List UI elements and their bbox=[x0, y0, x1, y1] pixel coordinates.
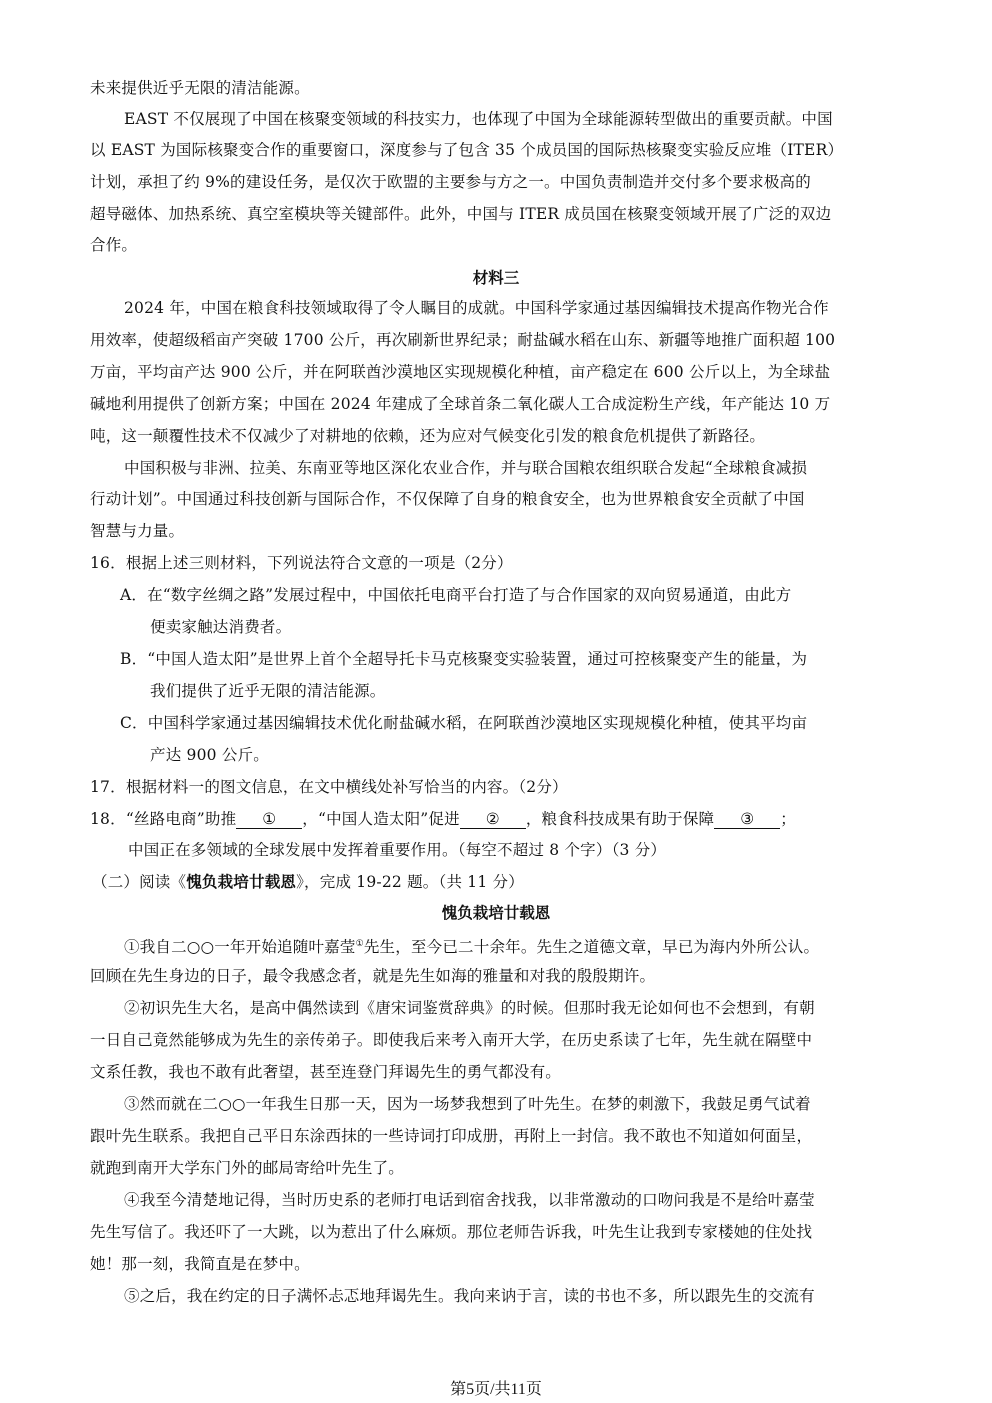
q18-text-2: ，“中国人造太阳”促进 bbox=[302, 810, 460, 828]
text-line: 以 EAST 为国际核聚变合作的重要窗口，深度参与了包含 35 个成员国的国际热核聚变实验反应堆（ITER） bbox=[90, 141, 844, 159]
option-b: B．“中国人造太阳”是世界上首个全超导托卡马克核聚变实验装置，通过可控核聚变产生的能量，为 bbox=[120, 650, 808, 668]
text-line: 计划，承担了约 9%的建设任务，是仅次于欧盟的主要参与方之一。中国负责制造并交付多个要求极高的 bbox=[90, 173, 811, 191]
blank-2[interactable]: ② bbox=[460, 810, 526, 829]
text-line: 跟叶先生联系。我把自己平日东涂西抹的一些诗词打印成册，再附上一封信。我不敢也不知道如何面呈， bbox=[90, 1127, 813, 1145]
text-line: 碱地利用提供了创新方案；中国在 2024 年建成了全球首条二氧化碳人工合成淀粉生产线，年产能达 10 万 bbox=[90, 395, 831, 413]
text-line: 智慧与力量。 bbox=[90, 522, 185, 540]
material3-title: 材料三 bbox=[472, 269, 520, 287]
page-number: 第5页/共11页 bbox=[450, 1381, 542, 1398]
blank-3[interactable]: ③ bbox=[714, 810, 780, 829]
text-line: 她！那一刻，我简直是在梦中。 bbox=[90, 1255, 310, 1273]
text-line: EAST 不仅展现了中国在核聚变领域的科技实力，也体现了中国为全球能源转型做出的重要贡献。中国 bbox=[124, 110, 833, 128]
question-18-stem bbox=[90, 809, 796, 829]
p1-text-b: 先生，至今已二十余年。先生之道德文章，早已为海内外所公认。 bbox=[363, 938, 820, 957]
essay-title: 愧负栽培廿载恩 bbox=[441, 904, 551, 922]
footnote-marker[interactable]: ① bbox=[355, 939, 364, 949]
text-line: 吨，这一颠覆性技术不仅减少了对耕地的依赖，还为应对气候变化引发的粮食危机提供了新路径。 bbox=[90, 427, 766, 445]
text-line: 一日自己竟然能够成为先生的亲传弟子。即使我后来考入南开大学，在历史系读了七年，先生就在隔壁中 bbox=[90, 1031, 813, 1049]
section-2-prefix: （二）阅读《 bbox=[92, 873, 187, 891]
q18-text-1: 18．“丝路电商”助推 bbox=[90, 810, 237, 828]
text-line: 文系任教，我也不敢有此奢望，甚至连登门拜谒先生的勇气都没有。 bbox=[90, 1063, 562, 1081]
text-line: 用效率，使超级稻亩产突破 1700 公斤，再次刷新世界纪录；耐盐碱水稻在山东、新疆等地推广面积超 100 bbox=[90, 331, 836, 349]
section-2-title: 愧负栽培廿载恩 bbox=[186, 873, 297, 891]
question-18-cont: 中国正在多领域的全球发展中发挥着重要作用。（每空不超过 8 个字）（3 分） bbox=[128, 841, 667, 859]
option-a: A．在“数字丝绸之路”发展过程中，中国依托电商平台打造了与合作国家的双向贸易通道，由此方 bbox=[120, 586, 792, 604]
p1-text-a: ①我自二○○一年开始追随叶嘉莹 bbox=[124, 938, 356, 957]
text-line: 未来提供近乎无限的清洁能源。 bbox=[90, 79, 310, 97]
text-line: 中国积极与非洲、拉美、东南亚等地区深化农业合作，并与联合国粮农组织联合发起“全球粮食减损 bbox=[124, 459, 808, 477]
essay-paragraph-1 bbox=[124, 934, 819, 957]
question-16-stem: 16．根据上述三则材料，下列说法符合文意的一项是（2分） bbox=[90, 554, 513, 572]
text-line: 先生写信了。我还吓了一大跳，以为惹出了什么麻烦。那位老师告诉我，叶先生让我到专家楼她的住处找 bbox=[90, 1223, 813, 1241]
q18-text-3: ，粮食科技成果有助于保障 bbox=[525, 810, 715, 828]
text-line: 就跑到南开大学东门外的邮局寄给叶先生了。 bbox=[90, 1159, 405, 1177]
essay-paragraph-2: ②初识先生大名，是高中偶然读到《唐宋词鉴赏辞典》的时候。但那时我无论如何也不会想到，有朝 bbox=[124, 999, 815, 1017]
essay-paragraph-5: ⑤之后，我在约定的日子满怀忐忑地拜谒先生。我向来讷于言，读的书也不多，所以跟先生的交流有 bbox=[124, 1287, 815, 1305]
q18-text-4: ； bbox=[780, 810, 796, 828]
option-c: C．中国科学家通过基因编辑技术优化耐盐碱水稻，在阿联酋沙漠地区实现规模化种植，使其平均亩 bbox=[120, 714, 808, 732]
option-c-cont: 产达 900 公斤。 bbox=[150, 746, 269, 764]
text-line: 万亩，平均亩产达 900 公斤，并在阿联酋沙漠地区实现规模化种植，亩产稳定在 600 公斤以上，为全球盐 bbox=[90, 363, 831, 381]
text-line: 2024 年，中国在粮食科技领域取得了令人瞩目的成就。中国科学家通过基因编辑技术提高作物光合作 bbox=[124, 299, 829, 317]
text-line: 行动计划”。中国通过科技创新与国际合作，不仅保障了自身的粮食安全，也为世界粮食安全贡献了中国 bbox=[90, 490, 805, 508]
text-line: 回顾在先生身边的日子，最令我感念者，就是先生如海的雅量和对我的殷殷期许。 bbox=[90, 967, 656, 985]
section-2-suffix: 》，完成 19-22 题。（共 11 分） bbox=[296, 873, 524, 891]
section-2-header bbox=[92, 872, 524, 892]
essay-paragraph-4: ④我至今清楚地记得，当时历史系的老师打电话到宿舍找我，以非常激动的口吻问我是不是给叶嘉莹 bbox=[124, 1191, 815, 1209]
text-line: 超导磁体、加热系统、真空室模块等关键部件。此外，中国与 ITER 成员国在核聚变领域开展了广泛的双边 bbox=[90, 205, 832, 223]
option-a-cont: 便卖家触达消费者。 bbox=[150, 618, 292, 636]
essay-paragraph-3: ③然而就在二○○一年我生日那一天，因为一场梦我想到了叶先生。在梦的刺激下，我鼓足勇气试着 bbox=[124, 1095, 811, 1113]
question-17-stem: 17．根据材料一的图文信息，在文中横线处补写恰当的内容。（2分） bbox=[90, 778, 568, 796]
blank-1[interactable]: ① bbox=[236, 810, 302, 829]
text-line: 合作。 bbox=[90, 236, 138, 254]
option-b-cont: 我们提供了近乎无限的清洁能源。 bbox=[150, 682, 386, 700]
